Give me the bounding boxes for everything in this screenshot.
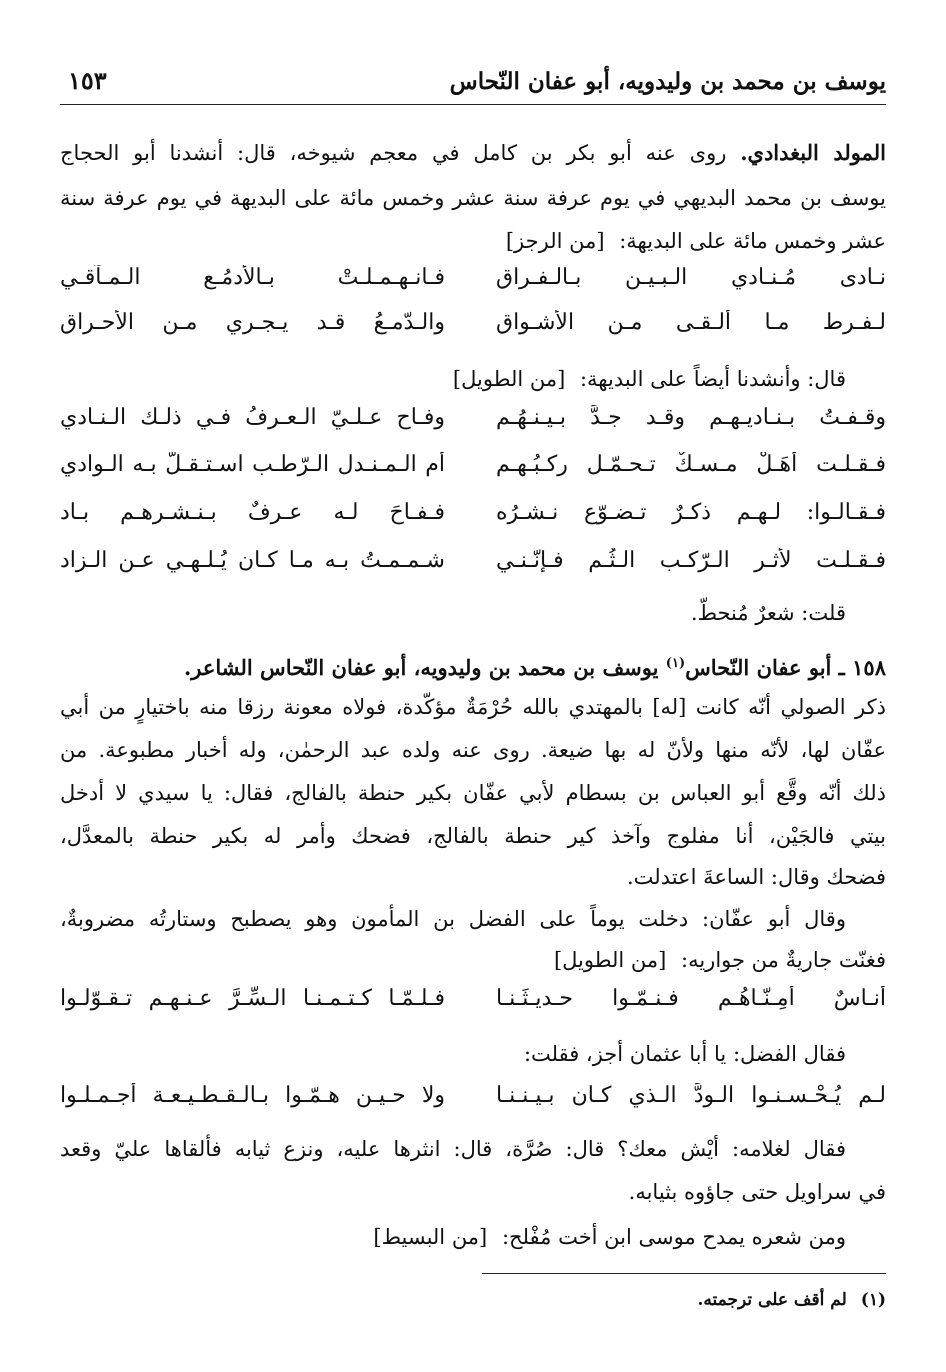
verse-line [60, 986, 886, 1026]
paragraph-line: فقال لغلامه: أيْش معك؟ قال: صُرَّة، قال: انثرها عليه، ونزع ثيابه فألقاها عليّ وقعد [60, 1137, 846, 1161]
entry-heading [60, 647, 886, 685]
verse-hemistich-first: لـفـرط مـا ألـقـى مـن الأشـواق [496, 310, 886, 335]
paragraph-line: في سراويل حتى جاؤوه بثيابه. [628, 1180, 886, 1204]
footnote-divider [482, 1273, 886, 1274]
paragraph-line: فقال الفضل: يا أبا عثمان أجز، فقلت: [523, 1042, 846, 1066]
paragraph-line [60, 362, 846, 396]
verse-hemistich-second: فـلـمّـا كـتـمـنـا الـسِّـرَّ عـنـهـم تـقـوّلـوا [60, 986, 445, 1011]
running-title: يوسف بن محمد بن وليدويه، أبو عفان النّحاس [449, 68, 886, 95]
meter-label: [من الطويل] [452, 367, 566, 391]
paragraph-line [60, 136, 886, 170]
paragraph-line: فضحك وقال: الساعةَ اعتدلت. [626, 865, 886, 889]
verse-hemistich-first: لـم يُـحْـسـنـوا الـودَّ الـذي كـان بـيـنـنـا [496, 1083, 886, 1108]
verse-line [60, 265, 886, 305]
running-header [60, 60, 886, 105]
entry-number-name: ١٥٨ ـ أبو عفان النّحاس [685, 655, 886, 680]
paragraph-line: ذلك أنّه وقَّع أبو العباس بن بسطام لأبي عفّان بكير حنطة بالفالج، فقال: يا سيدي لا أدخل [60, 781, 886, 805]
verse-line [60, 1083, 886, 1123]
verse-hemistich-second: فـفـاحَ لـه عـرفٌ بـنـشـرهـم بـاد [60, 500, 445, 525]
verse-hemistich-first: فـقـالـوا: لـهـم ذكـرٌ تـضـوّع نـشـرُه [496, 500, 886, 525]
verse-line [60, 548, 886, 588]
page-number: ١٥٣ [68, 66, 107, 95]
text-span: فغنّت جاريةٌ من جواريه: [681, 948, 886, 972]
paragraph-line [60, 224, 886, 258]
verse-line [60, 405, 886, 445]
verse-hemistich-first: فـقـلـت أَهَـلْ مـسـكٌ تـحـمّـل ركـبُـهـم [496, 452, 886, 477]
text-span: عشر وخمس مائة على البديهة: [619, 229, 886, 253]
verse-hemistich-second: شـمـمـتُ بـه مـا كـان يُـلـهـي عـن الـزاد [60, 548, 445, 573]
verse-hemistich-first: فـقـلـت لأثـر الـرّكـب الـثُـم فـإنّـنـي [496, 548, 886, 573]
paragraph-line [60, 1220, 846, 1254]
verse-hemistich-first: وقـفـتُ بـنـاديـهـم وقـد جـدَّ بـيـنـهُـم [496, 405, 886, 430]
paragraph-line: ذكر الصولي أنّه كانت [له] بالمهتدي بالله حُرْمَةٌ مؤكّدة، فولاه معونة رزقا منه باختيارٍ من أبي [60, 695, 886, 719]
paragraph-line: بيتي فالجَيْن، أنا مفلوج وآخذ كير حنطة بالفالج، فضحك وأمر له بكير حنطة بالمعدَّل، [60, 824, 886, 848]
meter-label: [من الطويل] [553, 948, 667, 972]
paragraph-line [60, 943, 886, 977]
paragraph-line: وقال أبو عفّان: دخلت يوماً على الفضل بن المأمون وهو يصطبح وستارتُه مضروبةٌ، [60, 907, 846, 931]
verse-hemistich-second: والـدّمـعُ قـد يـجـري مـن الأحـراق [60, 310, 445, 335]
verse-hemistich-second: ولا حـيـن هـمّـوا بـالـقـطـيـعـة أجـمـلـوا [60, 1083, 445, 1108]
paragraph-line: عفّان لها، لأنّه منها ولأنّ له بها ضيعة. روى عنه ولده عبد الرحمٰن، وله أخبار مطبوعة. من [60, 738, 886, 762]
paragraph-line: يوسف بن محمد البديهي في يوم عرفة سنة عشر وخمس مائة على البديهة في يوم عرفة سنة [60, 186, 886, 210]
text-span: روى عنه أبو بكر بن كامل في معجم شيوخه، قال: أنشدنا أبو الحجاج [60, 141, 727, 165]
verse-hemistich-second: وفـاح عـلـيّ الـعـرفُ فـي ذلـك الـنـادي [60, 405, 445, 430]
meter-label: [من الرجز] [505, 229, 605, 253]
footnote-ref: (١) [665, 656, 686, 671]
verse-line [60, 452, 886, 492]
footnote-text: لم أقف على ترجمته. [697, 1290, 847, 1310]
verse-line [60, 310, 886, 350]
entry-tail-name: المولد البغدادي. [740, 140, 886, 165]
footnote [60, 1290, 886, 1310]
verse-hemistich-second: أم الـمـنـدل الـرّطـب اسـتـقـلّ بـه الـوادي [60, 452, 445, 477]
footnote-marker: (١) [860, 1290, 886, 1310]
text-span: ومن شعره يمدح موسى ابن أخت مُفْلح: [501, 1225, 846, 1249]
entry-full-name: يوسف بن محمد بن وليدويه، أبو عفان النّحاس الشاعر. [183, 655, 659, 680]
meter-label: [من البسيط] [373, 1225, 488, 1249]
verse-line [60, 500, 886, 540]
verse-hemistich-first: أُنـاسٌ أمِـنّـاهُـم فـنـمّـوا حـديـثَـنـا [496, 986, 886, 1011]
verse-hemistich-second: فـانـهـمـلـتْ بـالأدمُـعِ الـمـآقـي [60, 265, 445, 290]
verse-hemistich-first: نـادى مُـنـادي الـبـيـنِ بـالـفـراق [496, 265, 886, 290]
text-span: قال: وأنشدنا أيضاً على البديهة: [579, 367, 846, 391]
paragraph-line: قلت: شعرٌ مُنحطّ. [690, 601, 846, 625]
